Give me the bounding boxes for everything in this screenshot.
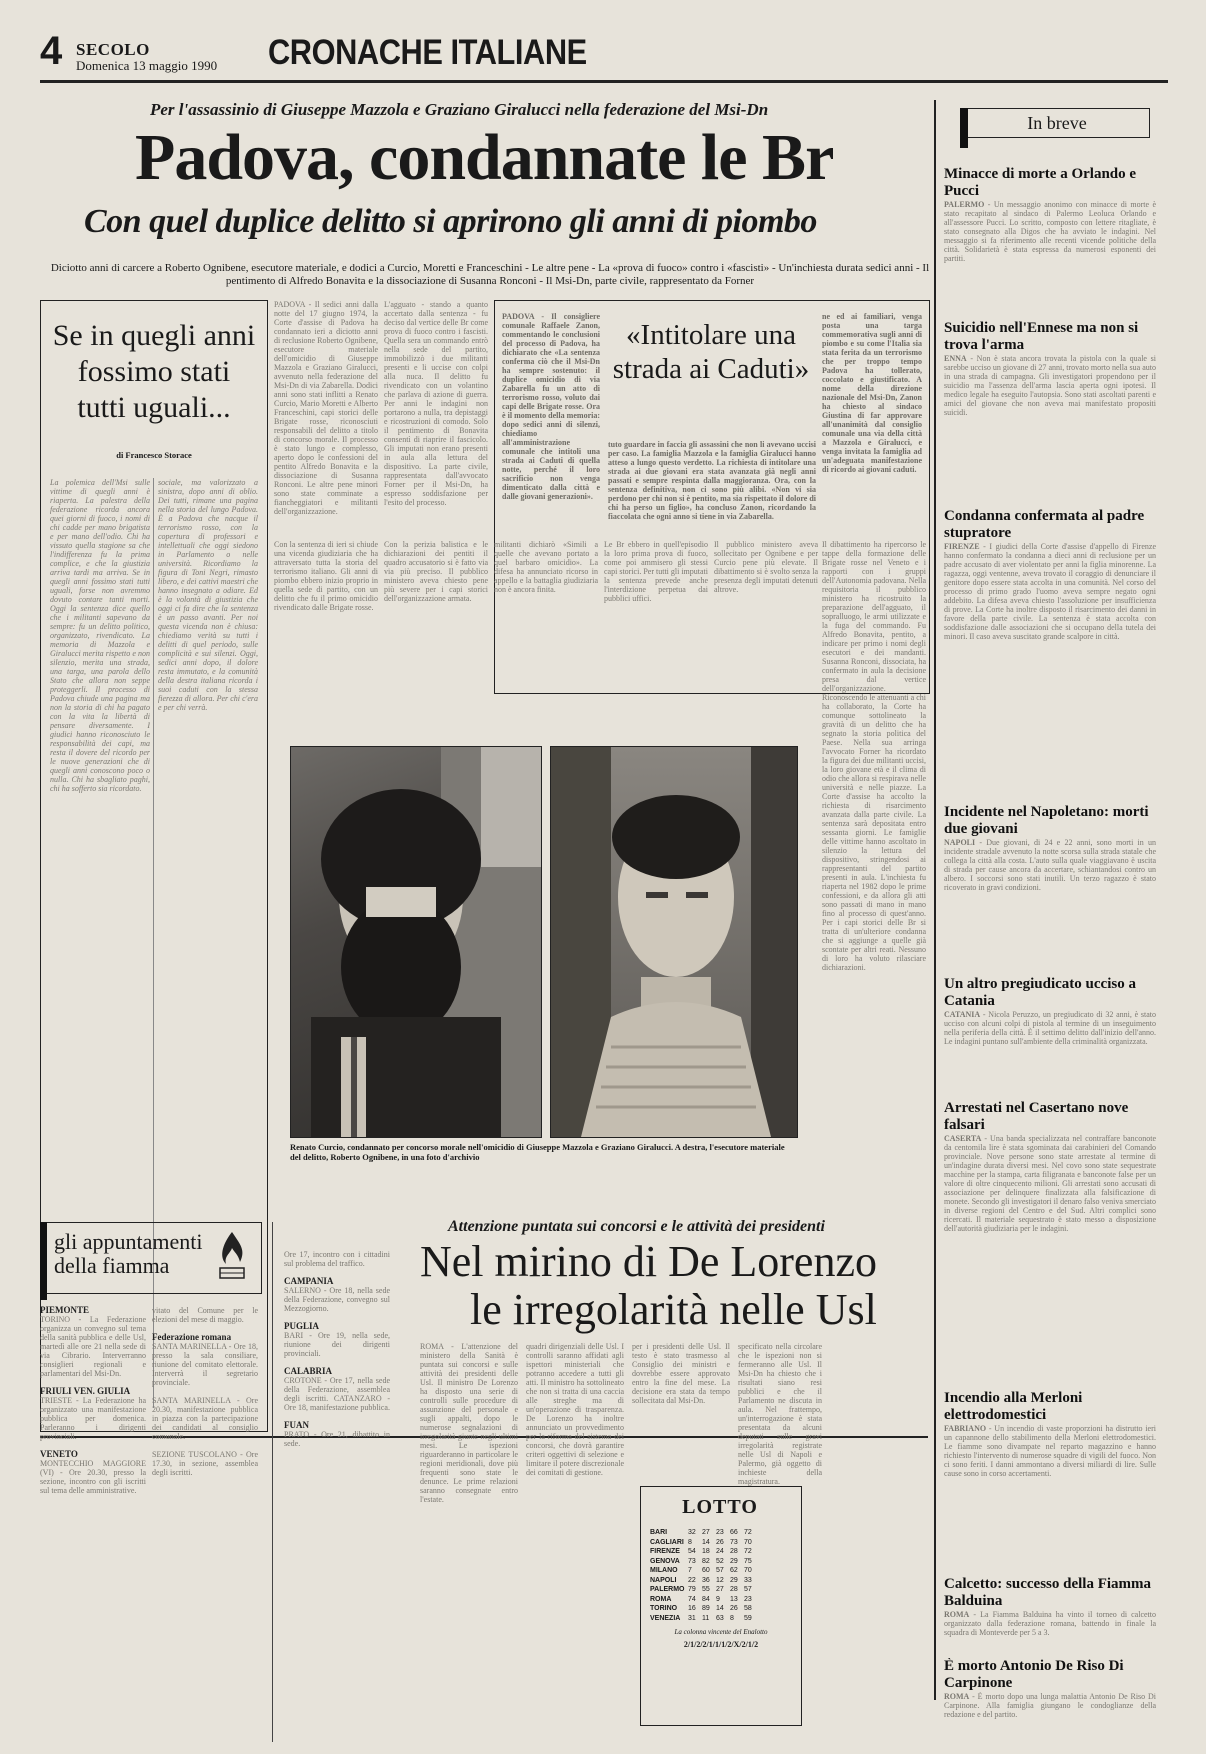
lotto-number: 28 — [730, 1586, 738, 1593]
sidebar-title-mark — [960, 108, 968, 148]
lotto-number: 70 — [744, 1538, 752, 1546]
sidebar-item — [944, 508, 1156, 804]
lotto-number: 79 — [688, 1586, 696, 1593]
lotto-row — [650, 1585, 794, 1595]
lotto-row — [650, 1614, 794, 1624]
lotto-number: 31 — [688, 1614, 696, 1622]
lotto-row — [650, 1557, 794, 1567]
photo-curcio — [290, 746, 542, 1138]
sidebar-item-headline: Calcetto: successo della Fiamma Balduina — [944, 1576, 1152, 1609]
appointments-title-line2: della fiamma — [54, 1253, 170, 1278]
lotto-number: 72 — [744, 1529, 752, 1536]
lotto-number: 11 — [702, 1614, 710, 1622]
region-label: CALABRIA — [284, 1366, 333, 1376]
sidebar-item-body: CASERTA - Una banda specializzata nel contraffare banconote da centomila lire è stata sgominata dai carabinieri del Comando provinciale. Nove persone sono state arrestate al termine di un'indagine durata diversi mesi. Nel covo sono state sequestrate macchine per la stampa, carta filigranata e banconote false per un valore di oltre cinquecento milioni. Gli arrestati sono accusati di associazione per delinquere finalizzata alla falsificazione di monete. Secondo gli investigatori il denaro falso veniva smerciato in diverse regioni del Centro e del Sud. Altri complici sono ricercati. Il materiale sequestrato è stato messo a disposizione dell'autorità giudiziaria per le indagini. — [944, 1134, 1156, 1233]
lotto-number: 75 — [744, 1557, 752, 1565]
paper-name: SECOLO — [76, 40, 150, 59]
lotto-city: GENOVA — [650, 1557, 680, 1565]
sidebar-item — [944, 166, 1156, 320]
lotto-number: 72 — [744, 1548, 752, 1555]
main-body-col-6: militanti dichiarò «Simili a quelle che avevano portato a quel barbaro omicidio». La difesa ha annunciato ricorso in appello e la battaglia giudiziaria non è ancora finita. — [494, 540, 598, 594]
sidebar-item-headline: Un altro pregiudicato ucciso a Catania — [944, 976, 1136, 1009]
appointments-title-mark — [40, 1222, 47, 1300]
region-label: FRIULI VEN. GIULIA — [40, 1386, 131, 1396]
sidebar-item-headline: Condanna confermata al padre stupratore — [944, 508, 1145, 541]
lotto-city: BARI — [650, 1529, 668, 1536]
lotto-number: 57 — [716, 1567, 724, 1574]
appointments-col-2: vitato del Comune per le elezioni del mese di maggio. Federazione romana SANTA MARINELLA - Ore 18, presso la sala consiliare, riunione del comitato elettorale. Interverrà il segretario provinciale. SANTA MARINELLA - Ore 20.30, manifestazione pubblica in piazza con la partecipazione dei candidati al consiglio comunale. SEZIONE TUSCOLANO - Ore 17.30, in sezione, assemblea degli iscritti. — [152, 1306, 258, 1477]
lotto-number: 54 — [688, 1548, 696, 1555]
editorial-col-1: La polemica dell'Msi sulle vittime di quegli anni è riaperta. La palestra della federazione ricorda ancora quei giorni di fuoco, i nomi di chi cadde per mano brigatista e per mano dell'odio. Chi ha vissuto quella stagione sa che l'indifferenza fu la prima complice, e che la giustizia arriva tardi ma arriva. Se in quegli anni fossimo stati tutti uguali, forse non avremmo dovuto contare tanti morti. Oggi la sentenza dice quello che i militanti sapevano da sempre: fu un delitto politico, organizzato, rivendicato. La memoria di Mazzola e Giralucci merita rispetto e non silenzio, merita una strada, una targa, una parola dello Stato che allora non seppe proteggerli. Il processo di Padova chiude una pagina ma non la storia di chi ha pagato con la vita la libertà di pensare diversamente. I giudici hanno riconosciuto le responsabilità dei capi, ma resta il dovere del ricordo per le nuove generazioni che di quegli anni conoscono poco o nulla. Chi ha sbagliato paghi, chi ha sofferto sia ricordato. — [50, 478, 150, 793]
lotto-number: 18 — [702, 1548, 710, 1555]
lotto-city: MILANO — [650, 1567, 678, 1574]
main-body-col-7: Le Br ebbero in quell'episodio la loro prima prova di fuoco, come poi ammisero gli stessi capi storici. Per tutti gli imputati la sentenza prevede anche l'interdizione perpetua dai pubblici uffici. — [604, 540, 708, 603]
section-title: CRONACHE ITALIANE — [268, 33, 587, 72]
lotto-city: ROMA — [650, 1595, 672, 1603]
lotto-number: 26 — [716, 1538, 724, 1546]
lotto-row — [650, 1528, 794, 1538]
lotto-number: 8 — [688, 1538, 692, 1546]
second-kicker: Attenzione puntata sui concorsi e le attività dei presidenti — [448, 1218, 825, 1235]
main-headline: Padova, condannate le Br — [135, 121, 834, 194]
lotto-city: CAGLIARI — [650, 1538, 684, 1546]
second-body-col-4: specificato nella circolare che le ispezioni non si fermeranno alle Usl. Il Msi-Dn ha chiesto che i risultati siano resi pubblici e che il Parlamento ne discuta in aula. Nel frattempo, un'interrogazione è stata presentata da alcuni deputati sulle gravi irregolarità registrate nelle Usl di Napoli e Palermo, già oggetto di inchieste della magistratura. — [738, 1342, 822, 1486]
lotto-number: 28 — [730, 1548, 738, 1555]
lotto-number: 14 — [702, 1538, 710, 1546]
lotto-city: NAPOLI — [650, 1576, 677, 1584]
lotto-number: 60 — [702, 1567, 710, 1574]
lotto-number: 59 — [744, 1614, 752, 1622]
region-label: PUGLIA — [284, 1321, 320, 1331]
photo-ognibene — [550, 746, 798, 1138]
lotto-number: 63 — [716, 1614, 724, 1622]
quote-box-col-2: tuto guardare in faccia gli assassini che non li avevano uccisi per caso. La famiglia Mazzola e la famiglia Giralucci hanno atteso a lungo questo verdetto. La richiesta di intitolare una strada ai due giovani era stata avanzata già negli anni passati e sempre respinta dalla maggioranza. Ora, con la sentenza definitiva, non ci sono più alibi. «Non vi sia perdono per chi non si è pentito, ma sia rispettato il dolore di chi ha perso un figlio», ha concluso Zanon, ricordando la fiaccolata che ogni anno si tiene in via Zabarella. — [608, 440, 816, 521]
lotto-number: 62 — [730, 1567, 738, 1574]
lotto-number: 27 — [716, 1586, 724, 1593]
editorial-col-2: sociale, ma valorizzato a sinistra, dopo anni di oblio. Dei tutti, rimane una pagina nella storia del lungo Padova. È a Padova che nacque il terrorismo rosso, con la copertura di professori e intellettuali che oggi siedono in Parlamento o nelle università. Ricordiamo la figura di Toni Negri, rimasto libero, e dei cattivi maestri che hanno insegnato a odiare. Ed è la volontà di giustizia che oggi ci fa dire che la sentenza è un passo avanti. Per noi questa vicenda non è chiusa: chiediamo verità su tutti i delitti di quel periodo, sulle complicità e sui silenzi. Oggi, sedici anni dopo, il dolore resta immutato, e la comunità della destra italiana ricorda i suoi caduti con la stessa fierezza di allora. Per chi c'era e per chi verrà. — [158, 478, 258, 712]
lotto-number: 70 — [744, 1567, 752, 1574]
lotto-table — [650, 1528, 794, 1623]
lotto-row — [650, 1595, 794, 1605]
lotto-footer: La colonna vincente del Enalotto — [674, 1628, 768, 1636]
lotto-number: 12 — [716, 1576, 724, 1584]
lotto-row — [650, 1566, 794, 1576]
second-headline-line1: Nel mirino di De Lorenzo — [420, 1237, 877, 1286]
sidebar-item-headline: È morto Antonio De Riso Di Carpinone — [944, 1658, 1124, 1691]
lotto-number: 55 — [702, 1586, 710, 1593]
sidebar-item — [944, 804, 1156, 976]
sidebar-item — [944, 320, 1156, 508]
portrait-curcio-icon — [291, 747, 541, 1137]
region-label: PIEMONTE — [40, 1306, 90, 1315]
lotto-city: PALERMO — [650, 1586, 685, 1593]
lotto-number: 33 — [744, 1576, 752, 1584]
appointments-title-line1: gli appuntamenti — [54, 1229, 203, 1254]
lotto-number: 73 — [688, 1557, 696, 1565]
main-body-col-8: Il pubblico ministero aveva sollecitato per Ognibene e per Curcio pene più elevate. Il dibattimento si è svolto senza la presenza degli imputati detenuti altrove. — [714, 540, 818, 594]
lotto-number: 74 — [688, 1595, 696, 1603]
main-subheadline: Con quel duplice delitto si aprirono gli anni di piombo — [84, 203, 817, 240]
sidebar-item — [944, 1658, 1156, 1736]
sidebar-item-body: CATANIA - Nicola Peruzzo, un pregiudicato di 32 anni, è stato ucciso con alcuni colpi di pistola al termine di un inseguimento nella periferia della città. È il settimo delitto dall'inizio dell'anno. Le indagini puntano sull'ambiente della criminalità organizzata. — [944, 1010, 1156, 1046]
region-label: Federazione romana — [152, 1332, 232, 1342]
lotto-city: VENEZIA — [650, 1614, 681, 1622]
portrait-ognibene-icon — [551, 747, 797, 1137]
main-body-col-10 — [274, 746, 284, 747]
lotto-row — [650, 1576, 794, 1586]
page-number: 4 — [40, 29, 63, 73]
lotto-city: TORINO — [650, 1605, 678, 1612]
lotto-number: 29 — [730, 1576, 738, 1584]
sidebar-item-headline: Incendio alla Merloni elettrodomestici — [944, 1390, 1083, 1423]
main-body-col-9: Il dibattimento ha ripercorso le tappe della formazione delle Brigate rosse nel Veneto e i rapporti con i gruppi dell'Autonomia padovana. Nella requisitoria il pubblico ministero ha ricostruito la preparazione dell'agguato, il sopralluogo, le armi utilizzate e la fuga del commando. Fu Alfredo Bonavita, pentito, a indicare per primo i nomi degli esecutori e dei mandanti. Susanna Ronconi, dissociata, ha confermato in aula la decisione presa dal vertice dell'organizzazione. Riconoscendo le attenuanti a chi ha collaborato, la Corte ha comunque sottolineato la gravità di un delitto che ha segnato la storia politica del Paese. Nella sua arringa l'avvocato Forner ha ricordato la figura dei due militanti uccisi, la loro giovane età e il clima di odio che allora si respirava nelle università e nelle piazze. La Corte d'assise ha accolto la richiesta di risarcimento avanzata dalla parte civile. La sentenza sarà depositata entro sessanta giorni. Le famiglie delle vittime hanno ascoltato in silenzio la lettura del dispositivo, stringendosi ai rappresentanti del partito presenti in aula. L'inchiesta fu riaperta nel 1982 dopo le prime confessioni, e da allora gli atti sono passati di mano in mano fino al processo di quest'anno. Per i capi storici delle Br si tratta di un'ulteriore condanna che si aggiunge a quelle già scontate per altri reati. Nessuno di loro ha voluto rilasciare dichiarazioni. — [822, 540, 926, 972]
lotto-number: 89 — [702, 1605, 710, 1612]
sidebar-list — [944, 166, 1156, 1736]
sidebar-item-headline: Suicidio nell'Ennese ma non si trova l'arma — [944, 320, 1139, 353]
lotto-number: 29 — [730, 1557, 738, 1565]
editorial-title: Se in quegli anni fossimo stati tutti uguali... — [52, 319, 256, 424]
sidebar-item-body: FABRIANO - Un incendio di vaste proporzioni ha distrutto ieri un capannone dello stabilimento della Merloni elettrodomestici. Le fiamme sono divampate nel reparto magazzino e hanno richiesto l'intervento di numerose squadre di vigili del fuoco. Non ci sono feriti. I danni ammontano a diversi miliardi di lire. Sulle cause sono in corso accertamenti. — [944, 1424, 1156, 1478]
issue-date: Domenica 13 maggio 1990 — [76, 58, 218, 73]
editorial-byline: di Francesco Storace — [116, 450, 192, 460]
sidebar-item-headline: Minacce di morte a Orlando e Pucci — [944, 166, 1137, 199]
main-summary: Diciotto anni di carcere a Roberto Ognibene, esecutore materiale, e dodici a Curcio, Moretti e Franceschini - Le altre pene - La «prova di fuoco» contro i «fascisti» - Un'inchiesta durata sedici anni - Il pentimento di Alfredo Bonavita e la dissociazione di Susanna Ronconi - Il Msi-Dn, parte civile, rappresentato da Forner — [50, 262, 930, 287]
sidebar-title: In breve — [1027, 113, 1087, 133]
main-body-col-2: L'agguato - stando a quanto accertato dalla sentenza - fu deciso dal vertice delle Br come prova di fuoco contro i fascisti. Quella sera un commando entrò nella sede del partito, immobilizzò i due militanti presenti e li uccise con colpi alla nuca. Il delitto fu rivendicato con un volantino che parlava di azione di guerra. Per anni le indagini non portarono a nulla, tra depistaggi e ricostruzioni di comodo. Solo il pentimento di Bonavita consentì di riaprire il fascicolo. Gli imputati non erano presenti in aula alla lettura del dispositivo. La parte civile, rappresentata dall'avvocato Forner per il Msi-Dn, ha espresso soddisfazione per l'esito del processo. — [384, 300, 488, 507]
sidebar-divider — [934, 100, 936, 1700]
lotto-number: 8 — [730, 1614, 734, 1622]
second-body-col-2: quadri dirigenziali delle Usl. I controlli saranno affidati agli ispettori ministeriali che potranno accedere a tutti gli atti. Il ministro ha sottolineato che non si tratta di una caccia alle streghe ma di un'operazione di trasparenza. De Lorenzo ha inoltre annunciato un provvedimento per la riforma del sistema dei concorsi, che dovrà garantire criteri oggettivi di selezione e limitare il potere discrezionale dei comitati di gestione. — [526, 1342, 624, 1477]
lotto-row — [650, 1604, 794, 1614]
quote-box-col-3: ne ed ai familiari, venga posta una targa commemorativa sugli anni di piombo e su come l'Italia sia stata ferita da un terrorismo che per troppo tempo Padova ha tollerato, coccolato e giustificato. A nome della direzione nazionale del Msi-Dn, Zanon ha chiesto al sindaco Giustina di far approvare all'unanimità dal consiglio comunale una via della città a Mazzola e Giralucci, e venga invitata la famiglia ad un'adeguata manifestazione di ricordo ai giovani caduti. — [822, 312, 922, 474]
header-rule — [40, 80, 1168, 83]
lotto-number: 66 — [730, 1529, 738, 1536]
lotto-number: 57 — [744, 1586, 752, 1593]
region-label: FUAN — [284, 1420, 309, 1430]
appointments-divider — [272, 1222, 273, 1742]
quote-box-title: «Intitolare una strada ai Caduti» — [612, 319, 810, 385]
lotto-number: 23 — [744, 1595, 752, 1603]
lotto-title: LOTTO — [682, 1496, 758, 1518]
lotto-number: 26 — [730, 1605, 738, 1612]
sidebar-item — [944, 1576, 1156, 1658]
sidebar-item-body: NAPOLI - Due giovani, di 24 e 22 anni, sono morti in un incidente stradale avvenuto la notte scorsa sulla strada statale che collega la città alla costa. L'auto sulla quale viaggiavano è uscita di strada per cause ancora da accertare, schiantandosi contro un albero. I soccorsi sono stati inutili. Un terzo ragazzo è stato ricoverato in gravi condizioni. — [944, 838, 1156, 892]
sidebar-item-headline: Arrestati nel Casertano nove falsari — [944, 1100, 1129, 1133]
flame-logo-icon — [210, 1228, 254, 1286]
lotto-number: 13 — [730, 1595, 738, 1603]
lotto-number: 36 — [702, 1576, 710, 1584]
lotto-number: 32 — [688, 1529, 696, 1536]
lotto-number: 52 — [716, 1557, 724, 1565]
lotto-winning: 2/1/2/2/1/1/1/2/X/2/1/2 — [683, 1640, 759, 1649]
main-body-col-3: Con la sentenza di ieri si chiude una vicenda giudiziaria che ha attraversato tutta la storia del terrorismo italiano. Gli anni di piombo ebbero inizio proprio in quella sede di partito, con un delitto che fu il primo omicidio rivendicato dalle Brigate rosse. — [274, 540, 378, 612]
sidebar-item — [944, 1100, 1156, 1390]
main-body-col-4: Con la perizia balistica e le dichiarazioni dei pentiti il quadro accusatorio si è fatto via via più preciso. Il pubblico ministero aveva chiesto pene più severe per i capi storici dell'organizzazione armata. — [384, 540, 488, 603]
main-kicker: Per l'assassinio di Giuseppe Mazzola e Graziano Giralucci nella federazione del Msi-Dn — [150, 100, 769, 119]
lotto-number: 16 — [688, 1605, 696, 1612]
second-body-col-1: ROMA - L'attenzione del ministero della Sanità è puntata sui concorsi e sulle attività dei presidenti delle Usl. Il ministro De Lorenzo ha disposto una serie di controlli sulle procedure di assunzione del personale e sugli appalti, dopo le numerose segnalazioni di irregolarità giunte negli ultimi mesi. Le ispezioni riguarderanno in particolare le regioni meridionali, dove più frequenti sono state le denunce. Le prime relazioni saranno consegnate entro l'estate. — [420, 1342, 518, 1504]
sidebar-item-body: ENNA - Non è stata ancora trovata la pistola con la quale si sarebbe ucciso un giovane di 27 anni, trovato morto nella sua auto in una strada di campagna. Gli investigatori propendono per il suicidio ma l'assenza dell'arma lascia aperta ogni ipotesi. Il medico legale ha eseguito l'autopsia. Sono stati ascoltati parenti e amici del giovane che non aveva mai manifestato propositi suicidi. — [944, 354, 1156, 417]
appointments-col-3: Ore 17, incontro con i cittadini sul problema del traffico. CAMPANIA SALERNO - Ore 18, nella sede della Federazione, convegno sul Mezzogiorno. PUGLIA BARI - Ore 19, nella sede, riunione dei dirigenti provinciali. CALABRIA CROTONE - Ore 17, nella sede della Federazione, assemblea degli iscritti. CATANZARO - Ore 18, manifestazione pubblica. FUAN PRATO - Ore 21, dibattito in sede. — [284, 1250, 390, 1448]
quote-box-col-1: PADOVA - Il consigliere comunale Raffaele Zanon, commentando le conclusioni del processo di Padova, ha dichiarato che «La sentenza conferma ciò che il Msi-Dn ha sempre sostenuto: il duplice omicidio di via Zabarella fu un atto di terrorismo rosso, voluto dai capi delle Brigate rosse. Ora è il momento della memoria: dopo sedici anni di silenzi, chiediamo all'amministrazione comunale che intitoli una strada ai Caduti di quella notte, perché il loro sacrificio non venga dimenticato dalla città e dalle giovani generazioni». — [502, 312, 600, 501]
sidebar-item-body: PALERMO - Un messaggio anonimo con minacce di morte è stato recapitato al sindaco di Palermo Leoluca Orlando e all'assessore Pucci. Lo scritto, composto con lettere ritagliate, è stato consegnato alla Digos che ha avviato le indagini. Nel messaggio si fa riferimento alle recenti vicende politiche della città. Solidarietà è stata espressa da numerosi esponenti dei partiti. — [944, 200, 1156, 263]
lotto-number: 22 — [688, 1576, 696, 1584]
region-label: VENETO — [40, 1449, 78, 1459]
sidebar-item — [944, 976, 1156, 1100]
lotto-row — [650, 1547, 794, 1557]
lotto-row — [650, 1538, 794, 1548]
second-headline-line2: le irregolarità nelle Usl — [470, 1285, 877, 1334]
lotto-number: 24 — [716, 1548, 724, 1555]
lotto-city: FIRENZE — [650, 1548, 680, 1555]
lotto-number: 84 — [702, 1595, 710, 1603]
photo-caption: Renato Curcio, condannato per concorso morale nell'omicidio di Giuseppe Mazzola e Graziano Giralucci. A destra, l'esecutore materiale del delitto, Roberto Ognibene, in una foto d'archivio — [290, 1142, 785, 1162]
sidebar-item — [944, 1390, 1156, 1576]
lotto-number: 7 — [688, 1567, 692, 1574]
lotto-number: 73 — [730, 1538, 738, 1546]
appointments-col-1: PIEMONTE TORINO - La Federazione organizza un convegno sul tema della sanità pubblica e delle Usl, martedì alle ore 21 nella sede di via Cibrario. Interverranno consiglieri regionali e parlamentari del Msi-Dn. FRIULI VEN. GIULIA TRIESTE - La Federazione ha organizzato una manifestazione pubblica per domenica. Parleranno i dirigenti provinciali. VENETO MONTECCHIO MAGGIORE (VI) - Ore 20.30, presso la sezione, incontro con gli iscritti sul tema delle amministrative. — [40, 1306, 146, 1495]
lotto-number: 23 — [716, 1529, 724, 1536]
second-body-col-3: per i presidenti delle Usl. Il testo è stato trasmesso al Consiglio dei ministri e dovrebbe essere approvato entro la fine del mese. La decisione era stata da tempo sollecitata dal Msi-Dn. — [632, 1342, 730, 1405]
lotto-number: 14 — [716, 1605, 724, 1612]
region-label: CAMPANIA — [284, 1276, 334, 1286]
main-body-col-1: PADOVA - Il sedici anni dalla notte del 17 giugno 1974, la Corte d'assise di Padova ha condannato ieri a diciotto anni di reclusione Roberto Ognibene, esecutore materiale dell'omicidio di Giuseppe Mazzola e Graziano Giralucci, avvenuto nella federazione del Msi-Dn di via Zabarella. Dodici anni sono stati inflitti a Renato Curcio, Mario Moretti e Alberto Franceschini, capi storici delle Brigate rosse, riconosciuti responsabili del delitto a titolo di concorso morale. Il processo è stato lungo e complesso, aperto dopo le confessioni del pentito Alfredo Bonavita e la dissociazione di Susanna Ronconi. Le altre pene minori sono state comminate a fiancheggiatori e militanti dell'organizzazione. — [274, 300, 378, 516]
sidebar-item-body: FIRENZE - I giudici della Corte d'assise d'appello di Firenze hanno confermato la condanna a dieci anni di reclusione per un padre accusato di aver violentato per anni la figlia minorenne. La ragazza, oggi ventenne, aveva trovato il coraggio di denunciare il genitore dopo essere stata accolta in una comunità. Nel corso del processo di primo grado l'uomo aveva sempre negato ogni addebito. La difesa aveva chiesto l'assoluzione per insufficienza di prove. La Corte ha inoltre disposto il risarcimento dei danni in favore della parte civile. La sentenza è stata accolta con soddisfazione dalle associazioni che si occupano della tutela dei minori. Il caso aveva suscitato grande scalpore in città. — [944, 542, 1156, 641]
lotto-number: 58 — [744, 1605, 752, 1612]
lotto-number: 27 — [702, 1529, 710, 1536]
sidebar-item-headline: Incidente nel Napoletano: morti due giovani — [944, 804, 1149, 837]
lotto-number: 82 — [702, 1557, 710, 1565]
sidebar-item-body: ROMA - È morto dopo una lunga malattia Antonio De Riso Di Carpinone. Alla famiglia giungano le condoglianze della redazione e del partito. — [944, 1692, 1156, 1719]
sidebar-item-body: ROMA - La Fiamma Balduina ha vinto il torneo di calcetto organizzato dalla federazione romana, battendo in finale la squadra di Monteverde per 5 a 3. — [944, 1610, 1156, 1637]
lotto-number: 9 — [716, 1595, 720, 1603]
